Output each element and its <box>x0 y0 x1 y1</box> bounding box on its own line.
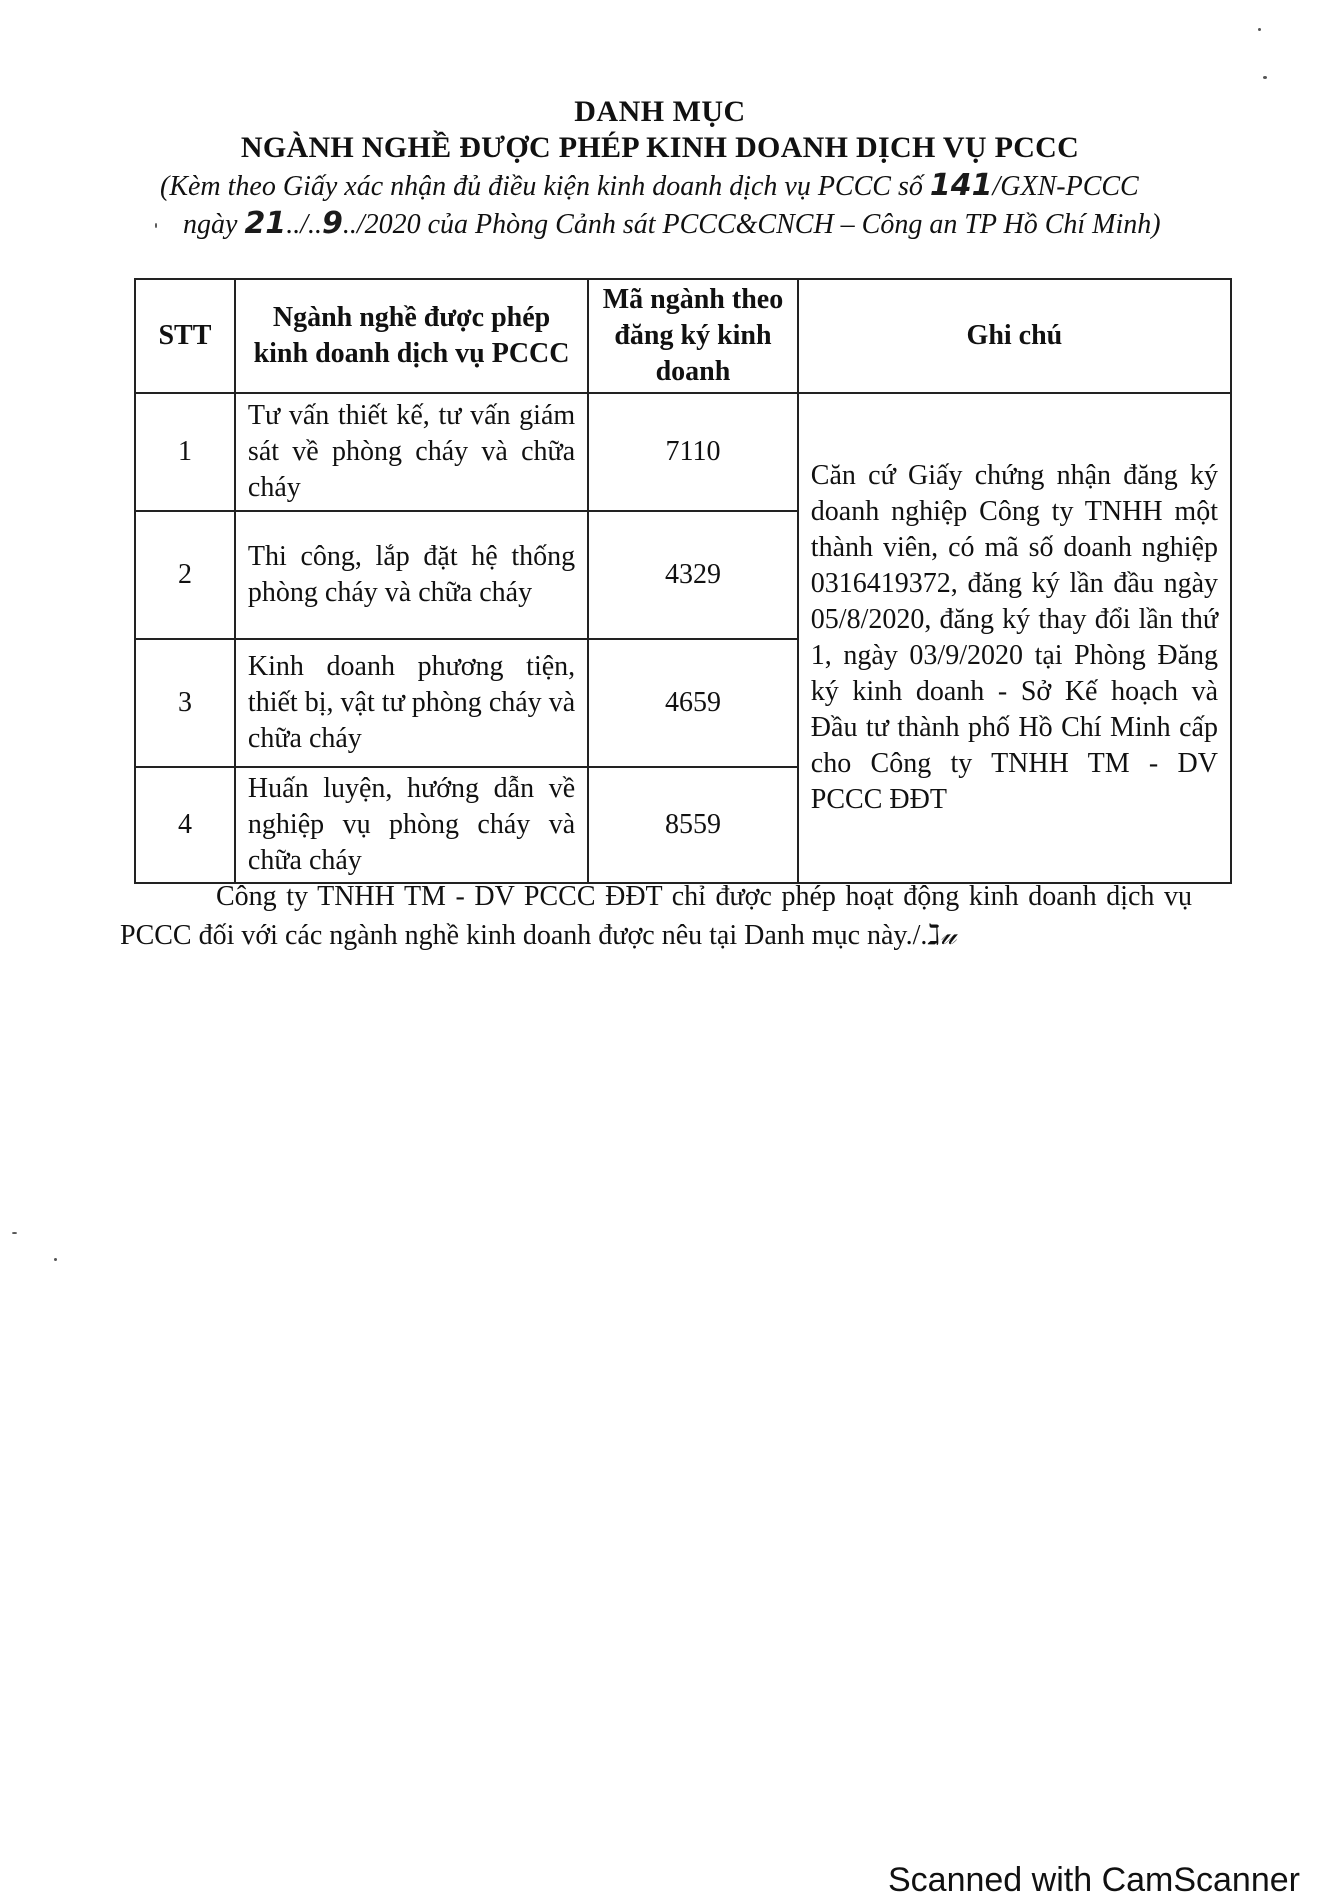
scanner-watermark: Scanned with CamScanner <box>887 1861 1300 1899</box>
handwritten-day: 21 <box>244 206 287 241</box>
row-business-line: Kinh doanh phương tiện, thiết bị, vật tư phòng cháy và chữa cháy <box>235 639 588 767</box>
date-prefix: ngày <box>183 209 245 240</box>
date-separator: ../.. <box>286 209 322 240</box>
scan-speck <box>12 1232 17 1234</box>
document-subject: NGÀNH NGHỀ ĐƯỢC PHÉP KINH DOANH DỊCH VỤ PCCC <box>240 131 1080 164</box>
header-stt: STT <box>135 279 235 393</box>
handwritten-initials: ℷ𝓊 <box>927 918 957 951</box>
row-stt: 1 <box>135 393 235 511</box>
handwritten-month: 9 <box>321 206 343 241</box>
date-suffix: ../2020 của Phòng Cảnh sát PCCC&CNCH – Công an TP Hồ Chí Minh) <box>342 209 1161 240</box>
attachment-reference-line <box>160 168 1139 203</box>
row-business-code: 4659 <box>588 639 798 767</box>
row-stt: 3 <box>135 639 235 767</box>
table-header-row <box>135 279 1231 393</box>
row-business-code: 7110 <box>588 393 798 511</box>
header-business-code: Mã ngành theo đăng ký kinh doanh <box>588 279 798 393</box>
document-title: DANH MỤC <box>574 95 746 128</box>
business-lines-table <box>134 278 1232 884</box>
scan-speck <box>54 1258 57 1261</box>
table-row <box>135 393 1231 511</box>
handwritten-certificate-number: 141 <box>929 168 993 203</box>
scan-speck <box>1263 76 1267 79</box>
closing-text: Công ty TNHH TM - DV PCCC ĐĐT chỉ được phép hoạt động kinh doanh dịch vụ PCCC đối với các ngành nghề kinh doanh được nêu tại Danh mục này./. <box>120 881 1192 951</box>
note-cell: Căn cứ Giấy chứng nhận đăng ký doanh nghiệp Công ty TNHH một thành viên, có mã số doanh nghiệp 0316419372, đăng ký lần đầu ngày 05/8/2020, đăng ký thay đổi lần thứ 1, ngày 03/9/2020 tại Phòng Đăng ký kinh doanh - Sở Kế hoạch và Đầu tư thành phố Hồ Chí Minh cấp cho Công ty TNHH TM - DV PCCC ĐĐT <box>798 393 1231 883</box>
row-business-code: 8559 <box>588 767 798 883</box>
attachment-date-line <box>183 206 1161 241</box>
scan-speck <box>155 223 157 228</box>
attachment-reference-suffix: /GXN-PCCC <box>992 171 1139 202</box>
row-business-code: 4329 <box>588 511 798 639</box>
scan-speck <box>1258 28 1261 31</box>
closing-paragraph <box>120 878 1192 955</box>
header-note: Ghi chú <box>798 279 1231 393</box>
row-business-line: Huấn luyện, hướng dẫn về nghiệp vụ phòng cháy và chữa cháy <box>235 767 588 883</box>
row-business-line: Tư vấn thiết kế, tư vấn giám sát về phòng cháy và chữa cháy <box>235 393 588 511</box>
header-business-line: Ngành nghề được phép kinh doanh dịch vụ PCCC <box>235 279 588 393</box>
row-stt: 2 <box>135 511 235 639</box>
attachment-reference-prefix: (Kèm theo Giấy xác nhận đủ điều kiện kinh doanh dịch vụ PCCC số <box>160 171 930 202</box>
row-stt: 4 <box>135 767 235 883</box>
row-business-line: Thi công, lắp đặt hệ thống phòng cháy và chữa cháy <box>235 511 588 639</box>
